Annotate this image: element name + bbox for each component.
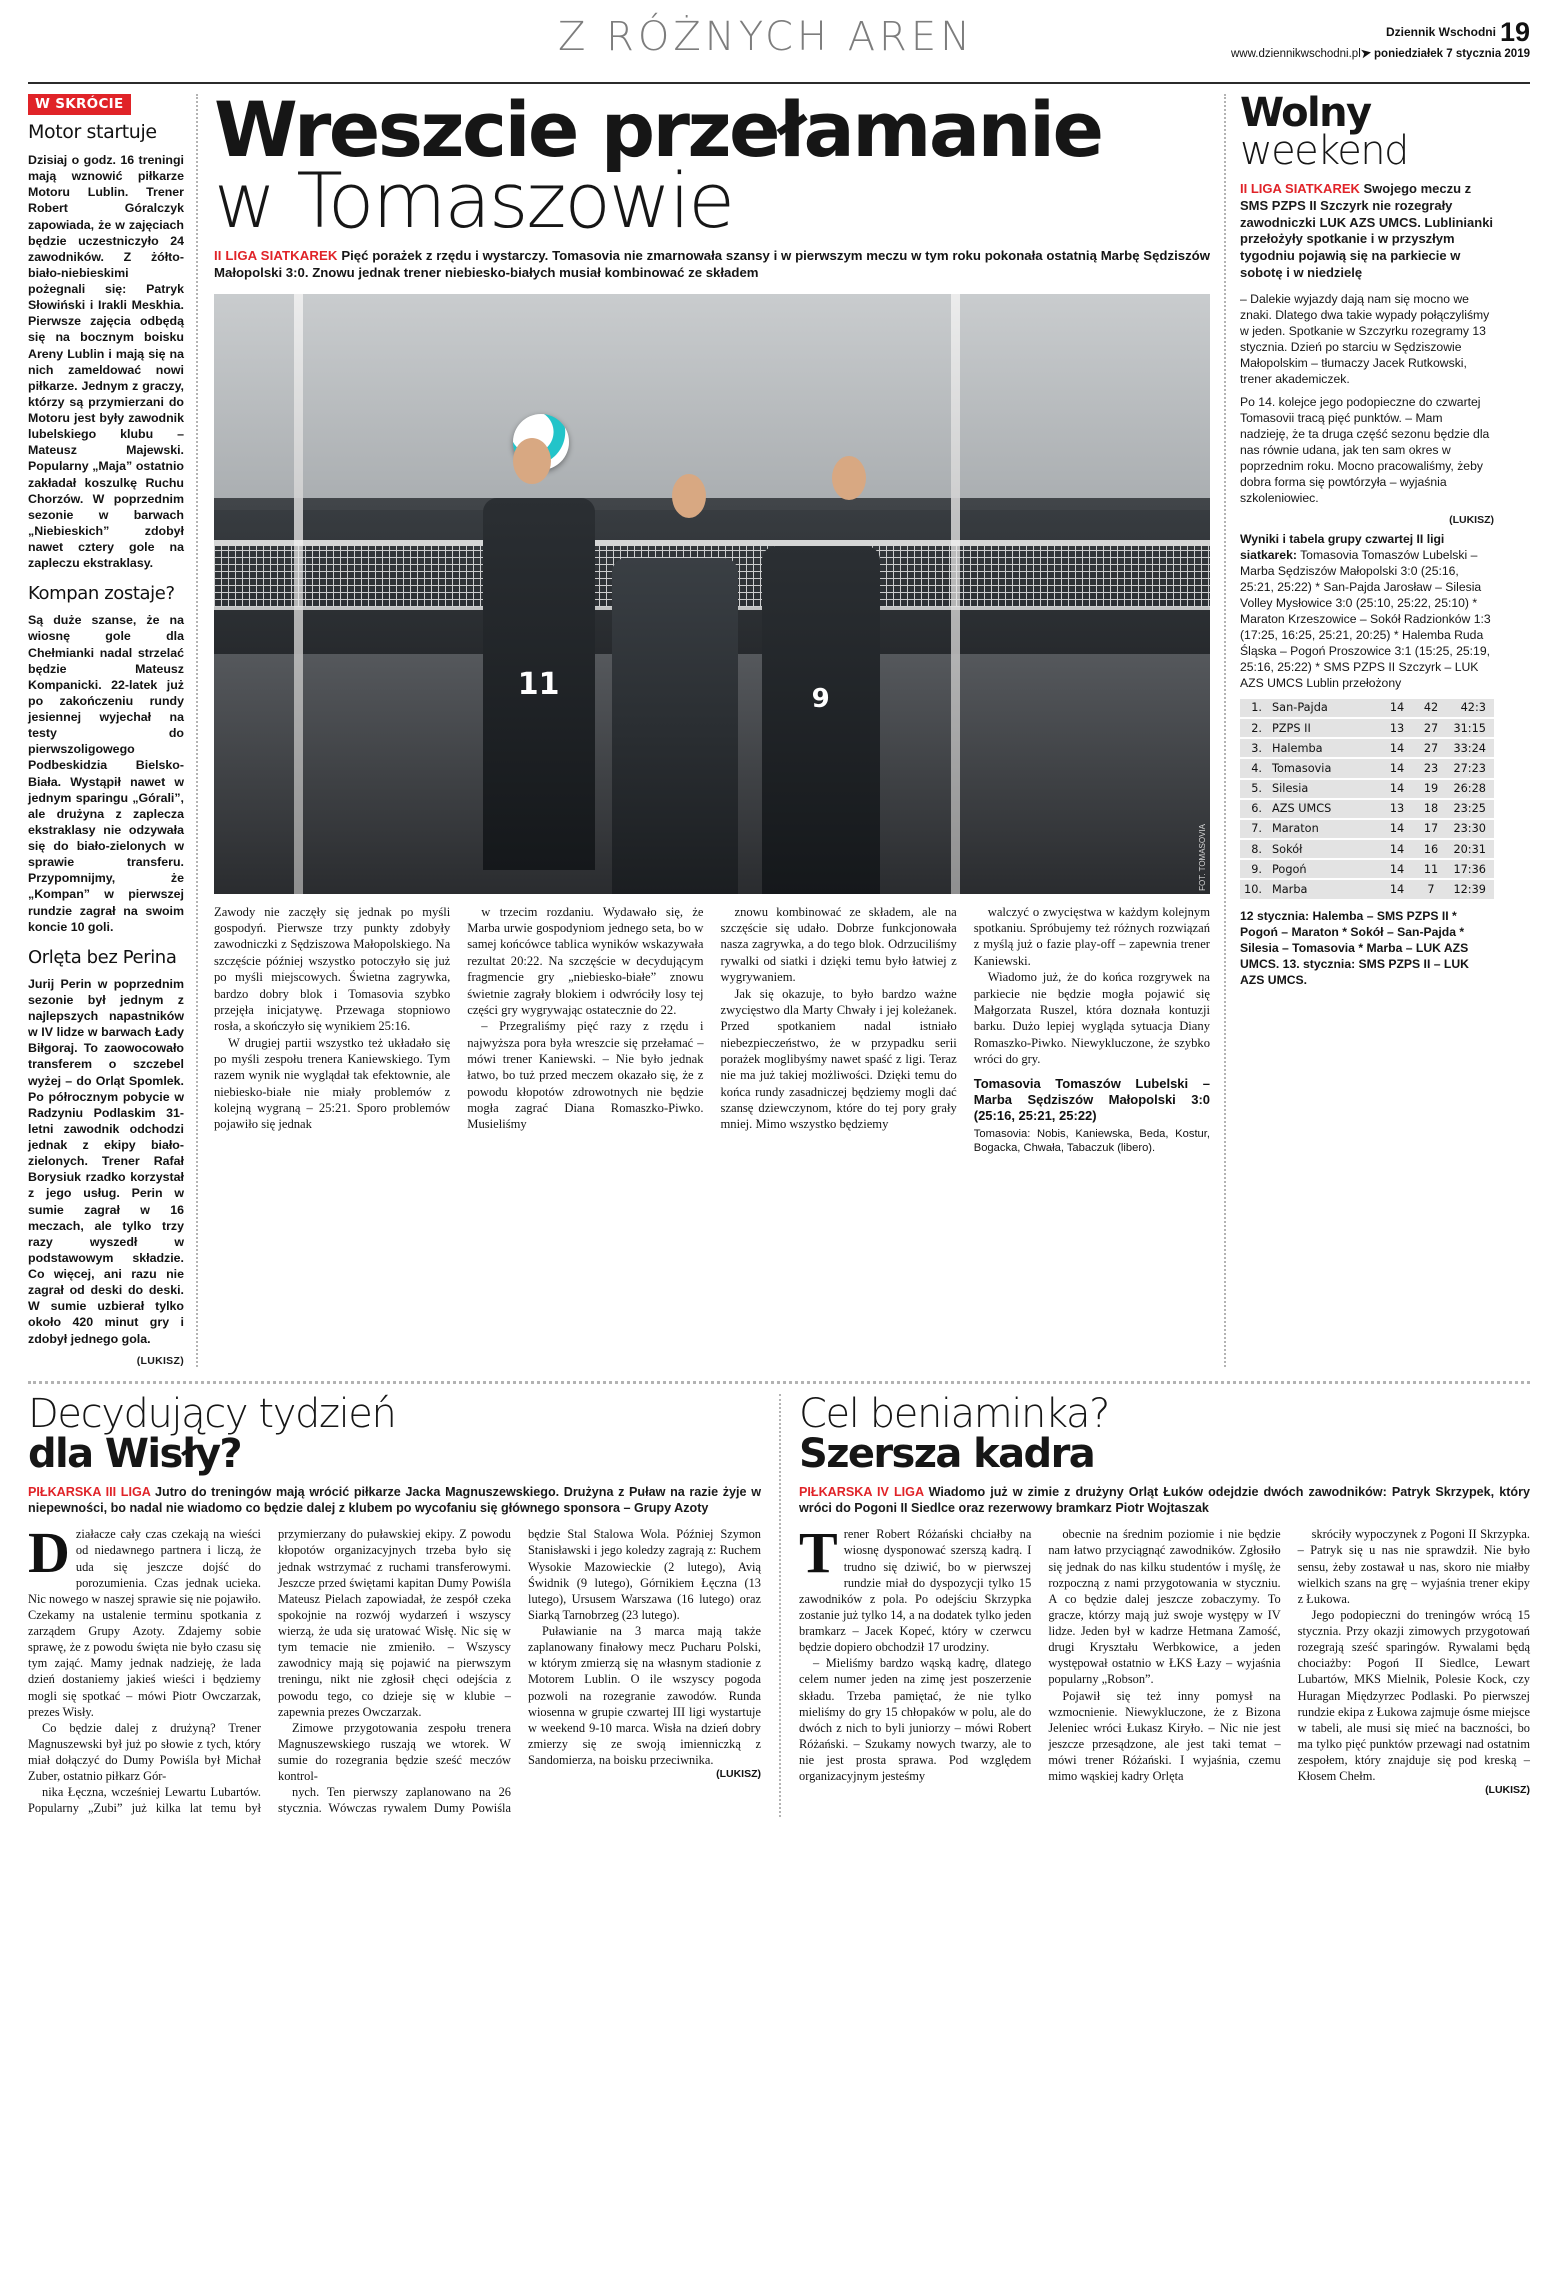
side-results-label: Wyniki i tabela grupy czwartej II ligi siatkarek:	[1240, 531, 1445, 562]
issue-date: poniedziałek 7 stycznia 2019	[1374, 48, 1530, 61]
fixtures-label-1: 12 stycznia:	[1240, 908, 1310, 923]
brief-title-0: Motor startuje	[28, 121, 157, 143]
row-points: 16	[1414, 839, 1448, 859]
row-sets: 23:30	[1448, 819, 1494, 839]
masthead-info	[1231, 18, 1530, 60]
standings-table	[1240, 699, 1494, 901]
row-sets: 33:24	[1448, 738, 1494, 758]
match-result-box	[974, 1076, 1210, 1155]
main-kicker: II LIGA SIATKAREK	[214, 247, 338, 263]
main-lead	[214, 247, 1210, 282]
row-rank: 9.	[1240, 859, 1266, 879]
bottom-right-headline	[799, 1390, 1530, 1477]
bottom-left-paragraph: nika Łęczna, wcześniej Lewartu Lubartów. Popularny „Zubi” już kilka lat temu był przymierzany do puławskiej ekipy. Z powodu kłopotów organizacyjnych trzeba było się jednak wstrzymać z ruchami transferowymi. Jeszcze przed świętami kapitan Dumy Powiśla Mateusz Pielach zapowiadał, że zespół czeka spokojnie na rozwój wydarzeń i wszyscy wierzą, że uda się uratować Wisłę. Nic się w tym temacie nie zmieniło. – Wszyscy zawodnicy mają się pojawić na pierwszym treningu, nikt nie zgłosił chęci odejścia z powodu tego, co dzieje się w klubie – zapewnia prezes Owczarzak.	[28, 1527, 511, 1816]
bottom-left-headline-line2: dla Wisły?	[28, 1430, 242, 1477]
table-row	[1240, 819, 1494, 839]
bottom-left-headline-line1: Decydujący tydzień	[28, 1390, 396, 1437]
table-row	[1240, 758, 1494, 778]
bottom-right-lead	[799, 1484, 1530, 1517]
photo-player-center	[612, 558, 738, 894]
row-points: 27	[1414, 718, 1448, 738]
paper-url[interactable]: www.dziennikwschodni.pl	[1231, 48, 1361, 61]
row-sets: 20:31	[1448, 839, 1494, 859]
photo-player-right	[762, 546, 880, 894]
photo-arm-a	[513, 438, 551, 484]
bottom-left-headline	[28, 1390, 761, 1477]
bottom-left-paragraph: Co będzie dalej z drużyną? Trener Magnuszewski był już po słowie z tych, który miał dołączyć do Dumy Powiśla był Michał Zuber, ostatnio piłkarz Gór-	[28, 1720, 261, 1784]
row-played: 14	[1380, 699, 1414, 718]
row-points: 18	[1414, 799, 1448, 819]
row-team: Silesia	[1266, 779, 1380, 799]
brief-text-2: Jurij Perin w poprzednim sezonie był jednym z najlepszych napastników w IV lidze w barwach Łady Biłgoraj. To zaowocowało transferem o szczebel wyżej – do Orląt Spomlek. Po półrocznym pobycie w Radzyniu Podlaskim 31-letni zawodnik odchodzi jednak z ekipy biało-zielonych. Trener Rafał Borysiuk rzadko korzystał z jego usług. Perin w sumie zagrał w 16 meczach, ale tylko trzy razy wyszedł w podstawowym składzie. Co więcej, ani razu nie zagrał od deski do deski. W sumie uzbierał tylko około 420 minut gry i zdobył jednego gola.	[28, 976, 184, 1346]
brief-column	[28, 94, 196, 1367]
side-headline-line1: Wolny	[1240, 90, 1371, 136]
row-sets: 27:23	[1448, 758, 1494, 778]
bottom-left-signature: (LUKISZ)	[716, 1768, 761, 1781]
row-played: 14	[1380, 738, 1414, 758]
row-points: 19	[1414, 779, 1448, 799]
cursor-icon: ➤	[1359, 45, 1372, 62]
row-rank: 6.	[1240, 799, 1266, 819]
row-played: 14	[1380, 758, 1414, 778]
brief-text-1: Są duże szanse, że na wiosnę gole dla Chełmianki nadal strzelać będzie Mateusz Kompanicki. 22-latek już po zakończeniu rundy jesiennej wyjechał na testy do pierwszoligowego Podbeskidzia Bielsko-Biała. Wystąpił nawet w jednym sparingu „Górali”, ale drużyna z zaplecza ekstraklasy nie odzywała się do biało-zielonych w sprawie transferu. Przypomnijmy, że „Kompan” w pierwszej rundzie zagrał na swoim koncie 10 goli.	[28, 613, 184, 934]
fixtures-text-1: Halemba – SMS PZPS II * Pogoń – Maraton * Sokół – San-Pajda * Silesia – Tomasovia * Marba – LUK AZS UMCS.	[1240, 908, 1469, 971]
photo-wall	[214, 294, 1210, 510]
table-row	[1240, 839, 1494, 859]
side-fixtures	[1240, 909, 1494, 989]
table-row	[1240, 718, 1494, 738]
side-headline-line2: weekend	[1240, 128, 1408, 175]
masthead	[28, 0, 1530, 78]
row-rank: 3.	[1240, 738, 1266, 758]
main-headline-line2: w Tomaszowie	[214, 156, 733, 246]
photo-credit: FOT. TOMASOVIA	[1198, 823, 1207, 891]
photo-arm-c	[832, 456, 866, 500]
side-article	[1226, 90, 1494, 1367]
bottom-right-headline-line2: Szersza kadra	[799, 1430, 1095, 1477]
bottom-right-lead-text: Wiadomo już w zimie z drużyny Orląt Łuków odejdzie dwóch zawodników: Patryk Skrzypek, który wróci do Pogoni II Siedlce oraz rezerwowy bramkarz Piotr Wojtaszak	[799, 1484, 1531, 1515]
row-played: 14	[1380, 859, 1414, 879]
bottom-right-article	[779, 1390, 1531, 1817]
bottom-right-signature: (LUKISZ)	[1485, 1784, 1530, 1797]
standings-body	[1240, 699, 1494, 900]
table-row	[1240, 699, 1494, 718]
masthead-rule	[28, 82, 1530, 84]
bottom-right-paragraph: Jego podopieczni do treningów wrócą 15 stycznia. Przy okazji zimowych przygotowań rozegrają sześć sparingów. Rywalami będą chociażby: Pogoń II Siedlce, Lewart Lubartów, MKS Mielnik, Polesie Kock, czy Huragan Międzyrzec Podlaski. Po pierwszej rundzie ekipa z Łukowa zajmuje ósme miejsce w tabeli, ale musi się mieć na baczności, bo ma tylko pięć punktów przewagi nad ostatnim zespołem, który znajduje się pod kreską – Kłosem Chełm.	[1297, 1607, 1530, 1784]
bottom-left-paragraph: nych. Ten pierwszy zaplanowano na 26 stycznia. Wówczas rywalem Dumy Powiśla będzie Stal Stalowa Wola. Później Szymon Stanisławski i jego koledzy zagrają z: Ruchem Wysokie Mazowieckie (2 lutego), Avią Świdnik (9 lutego), Górnikiem Łęczna (13 lutego), Ursusem Warszawa (16 lutego) oraz Siarką Tarnobrzeg (23 lutego).	[278, 1527, 761, 1816]
row-played: 14	[1380, 779, 1414, 799]
brief-title-1: Kompan zostaje?	[28, 583, 175, 605]
brief-signature: (LUKISZ)	[136, 1354, 184, 1367]
row-team: Halemba	[1266, 738, 1380, 758]
main-paragraph: Wiadomo już, że do końca rozgrywek na parkiecie nie będzie mogła pojawić się Małgorzata Ruszel, która doznała kontuzji barku. Dużo lepiej wygląda sytuacja Diany Romaszko-Piwko. Niewykluczone, że szybko wróci do gry.	[973, 970, 1210, 1066]
main-lead-text: Pięć porażek z rzędu i wystarczy. Tomasovia nie zmarnowała szansy i w pierwszym meczu w tym roku pokonała ostatnią Marbę Sędziszów Małopolski 3:0. Znowu jednak trener niebiesko-białych musiał kombinować ze składem	[214, 247, 1210, 281]
row-rank: 10.	[1240, 879, 1266, 899]
match-lineup: Tomasovia: Nobis, Kaniewska, Beda, Kostur, Bogacka, Chwała, Tabaczuk (libero).	[973, 1127, 1210, 1154]
main-paragraph: w trzecim rozdaniu. Wydawało się, że Marba urwie gospodyniom jednego seta, bo w samej końcówce tablica wyników wskazywała rezultat 20:22. Na szczęście w decydującym fragmencie gry „niebiesko-białe” znowu świetnie zagrały blokiem i odwróciły losy tej części gry wygrywając ostatecznie do 22.	[467, 904, 704, 1017]
row-team: Pogoń	[1266, 859, 1380, 879]
row-sets: 42:3	[1448, 699, 1494, 718]
fixtures-label-2: 13. stycznia:	[1282, 956, 1356, 971]
row-team: Maraton	[1266, 819, 1380, 839]
row-points: 23	[1414, 758, 1448, 778]
main-paragraph: walczyć o zwycięstwa w każdym kolejnym spotkaniu. Spróbujemy też różnych rozwiązań z myślą już o fazie play-off – zapewnia trener Kaniewski.	[973, 904, 1210, 968]
bottom-right-paragraph: – Mieliśmy bardzo wąską kadrę, dlatego celem numer jeden na zimę jest poszerzenie składu. Trzeba pamiętać, że nie tylko mieliśmy do gry 15 chłopaków w polu, ale do dwóch z nich to byli juniorzy – mówi Robert Różański. – Szukamy nowych twarzy, ale to nie jest prosta sprawa. Pod względem organizacyjnym jesteśmy	[799, 1656, 1032, 1784]
bottom-left-body	[28, 1520, 761, 1816]
row-team: Tomasovia	[1266, 758, 1380, 778]
row-played: 13	[1380, 799, 1414, 819]
bottom-right-headline-line1: Cel beniaminka?	[799, 1390, 1109, 1437]
main-paragraph: Jak się okazuje, to było bardzo ważne zwycięstwo dla Marty Chwały i jej koleżanek. Przed spotkaniem nadal istniało niebezpieczeństwo, że w przypadku serii porażek moglibyśmy nawet spaść z ligi. Teraz nie ma już takiej możliwości. Dzięki temu do końca rundy zasadniczej będziemy mogli dać szansę dziewczynom, które do tej pory grały mniej. Mimo wszystko będziemy	[720, 986, 957, 1132]
row-team: San-Pajda	[1266, 699, 1380, 718]
row-rank: 4.	[1240, 758, 1266, 778]
main-paragraph: – Przegraliśmy pięć razy z rzędu i najwyższa pora była wreszcie się przełamać – mówi trener Kaniewski. – Nie było jednak łatwo, bo tuż przed meczem okazało się, że z powodu kłopotów zdrowotnych nie będzie mogła zagrać Diana Romaszko-Piwko. Musieliśmy	[467, 1019, 704, 1132]
bottom-separator	[28, 1381, 1530, 1384]
bottom-left-paragraph: Zimowe przygotowania zespołu trenera Magnuszewskiego ruszają we wtorek. W sumie do rozegrania będzie sześć meczów kontrol-	[278, 1720, 511, 1784]
bottom-right-kicker: PIŁKARSKA IV LIGA	[799, 1484, 924, 1499]
row-rank: 1.	[1240, 699, 1266, 718]
row-played: 14	[1380, 879, 1414, 899]
brief-text-0: Dzisiaj o godz. 16 treningi mają wznowić piłkarze Motoru Lublin. Trener Robert Góralczyk zapowiada, że w zajęciach będzie uczestniczyło 24 zawodników. Z żółto-biało-niebieskimi pożegnali się: Patryk Słowiński i Irakli Meskhia. Pierwsze zajęcia odbędą się na bocznym boisku Areny Lublin i mają się na nich zameldować nowi piłkarze. Jednym z graczy, którzy są przymierzani do Motoru jest były zawodnik lubelskiego klubu – Mateusz Majewski. Popularny „Maja” ostatnio zakładał koszulkę Ruchu Chorzów. W poprzednim sezonie w barwach „Niebieskich” zdobył nawet cztery gole na zapleczu ekstraklasy.	[28, 153, 184, 571]
photo-jersey-number-9: 9	[811, 683, 830, 714]
row-team: PZPS II	[1266, 718, 1380, 738]
bottom-left-kicker: PIŁKARSKA III LIGA	[28, 1484, 151, 1499]
row-rank: 2.	[1240, 718, 1266, 738]
side-paragraph: – Dalekie wyjazdy dają nam się mocno we znaki. Dlatego dwa takie wypady połączyliśmy w jeden. Spotkanie w Szczyrku rozegramy 13 stycznia. Dzień po starciu w Sędziszowie Małopolskim – tłumaczy Jacek Rutkowski, trener akademiczek.	[1240, 292, 1490, 387]
page-number: 19	[1499, 17, 1530, 47]
masthead-date-line	[1231, 47, 1530, 60]
table-row	[1240, 879, 1494, 899]
bottom-left-lead-text: Jutro do treningów mają wrócić piłkarze Jacka Magnuszewskiego. Drużyna z Puław na razie żyje w niepewności, bo nadal nie wiadomo co będzie dalej z klubem po wycofaniu się głównego sponsora – Grupy Azoty	[28, 1484, 761, 1515]
side-signature: (LUKISZ)	[1449, 513, 1494, 526]
paper-name: Dziennik Wschodni	[1385, 25, 1496, 39]
section-title: Z RÓŻNYCH AREN	[558, 14, 975, 60]
side-kicker: II LIGA SIATKAREK	[1240, 180, 1360, 196]
main-photo	[214, 294, 1210, 894]
match-result-title: Tomasovia Tomaszów Lubelski – Marba Sędziszów Małopolski 3:0 (25:16, 25:21, 25:22)	[973, 1076, 1210, 1124]
row-rank: 5.	[1240, 779, 1266, 799]
photo-jersey-number-11: 11	[517, 666, 560, 702]
table-row	[1240, 779, 1494, 799]
bottom-left-lead	[28, 1484, 761, 1517]
main-paragraph: Zawody nie zaczęły się jednak po myśli gospodyń. Pierwsze trzy punkty zdobyły zawodniczki z Sędziszowa Małopolskiego. Na szczęście później wszystko potoczyło się już po myśli miejscowych. Świetna zagrywka, bardzo dobry blok i Tomasovia szybko przejęła inicjatywę. Przewaga stopniowo rosła, a skończyło się wynikiem 25:16.	[214, 904, 451, 1034]
brief-badge: W SKRÓCIE	[28, 94, 131, 115]
row-team: Marba	[1266, 879, 1380, 899]
side-lead	[1240, 181, 1494, 282]
fixtures-text-2: SMS PZPS II – LUK AZS UMCS.	[1240, 956, 1469, 987]
table-row	[1240, 738, 1494, 758]
bottom-right-paragraph: obecnie na średnim poziomie i nie będzie nam łatwo przyciągnąć zawodników. Zgłosiło się jednak do nas kilku studentów i myślę, że rozpoczną z nami przygotowania w styczniu. A co będzie dalej jeszcze zobaczymy. To gracze, którzy mają już swoje występy w IV lidze. Jeden był w kadrze Hetmana Zamość, drugi Kryształu Werbkowice, a jeden występował ostatnio w ŁKS Łazy – wyjaśnia popularny „Robson”.	[1048, 1527, 1281, 1687]
row-team: Sokół	[1266, 839, 1380, 859]
top-section	[28, 85, 1530, 1367]
table-row	[1240, 859, 1494, 879]
masthead-paper-line	[1231, 18, 1530, 46]
main-paragraph: znowu kombinować ze składem, ale na szczęście się udało. Dobrze funkcjonowała nasza zagrywka, a do tego blok. Odrzuciliśmy rywalki od siatki i dzięki temu było łatwiej z wygrywaniem.	[720, 904, 957, 985]
row-rank: 7.	[1240, 819, 1266, 839]
bottom-right-paragraph: Pojawił się też inny pomysł na wzmocnienie. Niewykluczone, że z Bizona Jeleniec wróci Łukasz Kiryło. – Nic nie jest jeszcze przesądzone, ale jest taki temat – mówi trener Różański. I wyjaśnia, czemu mimo wąskiej kadry Orlęta	[1048, 1688, 1281, 1784]
row-played: 14	[1380, 839, 1414, 859]
side-lead-text: Swojego meczu z SMS PZPS II Szczyrk nie rozegrały zawodniczki LUK AZS UMCS. Lublinianki przełożyły spotkanie i w przyszłym tygodniu pojawią się na parkiecie w sobotę i w niedzielę	[1240, 180, 1494, 281]
bottom-left-article	[28, 1390, 779, 1817]
row-sets: 23:25	[1448, 799, 1494, 819]
main-headline	[214, 85, 1210, 246]
row-played: 14	[1380, 819, 1414, 839]
row-sets: 26:28	[1448, 779, 1494, 799]
row-sets: 31:15	[1448, 718, 1494, 738]
photo-arm-b	[672, 474, 706, 518]
side-results-text: Tomasovia Tomaszów Lubelski – Marba Sędziszów Małopolski 3:0 (25:16, 25:21, 25:22) * San-Pajda Jarosław – Silesia Volley Mysłowice 3:0 (25:10, 25:22, 25:10) * Maraton Krzeszowice – Sokół Radzionków 1:3 (17:25, 16:25, 25:21, 20:25) * Halemba Ruda Śląska – Pogoń Proszowice 3:1 (15:25, 25:19, 25:16, 25:22) * SMS PZPS II Szczyrk – LUK AZS UMCS Lublin przełożony	[1240, 547, 1491, 690]
row-sets: 17:36	[1448, 859, 1494, 879]
brief-title-2: Orlęta bez Perina	[28, 946, 177, 968]
main-body	[214, 904, 1210, 1155]
bottom-section	[28, 1390, 1531, 1817]
row-sets: 12:39	[1448, 879, 1494, 899]
bottom-right-paragraph: skróciły wypoczynek z Pogoni II Skrzypka. – Patryk się u nas nie sprawdził. Nie było sensu, żeby zostawał u nas, skoro nie miałby wielkich szans na grę – wyjaśnia trener ekipy z Łukowa.	[1297, 1527, 1530, 1606]
side-paragraph: Po 14. kolejce jego podopieczne do czwartej Tomasovii tracą pięć punktów. – Mam nadzieję, że ta druga część sezonu będzie dla nas równie udana, jak ten sam okres w poprzednim roku. Mocno pracowaliśmy, żeby dobra forma się powtórzyła – wyjaśnia szkoleniowiec.	[1240, 395, 1490, 505]
main-headline-line1: Wreszcie przełamanie	[214, 85, 1102, 174]
row-points: 42	[1414, 699, 1448, 718]
bottom-right-body	[799, 1520, 1530, 1798]
side-results-block	[1240, 532, 1494, 692]
main-paragraph: W drugiej partii wszystko też układało się po myśli zespołu trenera Kaniewskiego. Tym razem wynik nie wyglądał tak efektownie, ale niebiesko-białe nie miały problemów z kolejną wygraną – 25:21. Sporo problemów pojawiło się jednak	[214, 1035, 451, 1132]
bottom-left-paragraph: Działacze cały czas czekają na wieści od niedawnego partnera i liczą, że uda się jeszcze dojść do porozumienia. Czas jednak ucieka. Nic nowego w naszej sprawie się nie pojawiło. Czekamy na ustalenie terminu spotkania z zarządem Grupy Azoty. Zdajemy sobie sprawę, że z powodu święta nie było czasu się tym zająć. Mamy jednak nadzieję, że lada dzień dostaniemy jakieś wieści i będziemy mogli się spotkać – mówi Piotr Owczarzak, prezes Wisły.	[28, 1520, 261, 1719]
bottom-right-paragraph: Trener Robert Różański chciałby na wiosnę dysponować szerszą kadrą. I trudno się dziwić, bo w pierwszej rundzie miał do dyspozycji tylko 15 zawodników z pola. Po odejściu Skrzypka zostanie już tylko 14, a na dodatek tylko jeden bramkarz – Jacek Kopeć, który w czerwcu będzie dopiero obchodził 17 urodziny.	[799, 1520, 1032, 1655]
row-points: 7	[1414, 879, 1448, 899]
row-rank: 8.	[1240, 839, 1266, 859]
table-row	[1240, 799, 1494, 819]
row-team: AZS UMCS	[1266, 799, 1380, 819]
row-points: 27	[1414, 738, 1448, 758]
main-article	[196, 85, 1226, 1367]
bottom-left-paragraph: Puławianie na 3 marca mają także zaplanowany finałowy mecz Pucharu Polski, w którym zmierzą się na własnym stadionie z Motorem Lublin. O ile wszyscy pogoda pozwoli na rozegranie zawodów. Runda wiosenna w grupie czwartej III ligi wystartuje w weekend 9-10 marca. Wisła na dzień dobry zmierzy się ze swoją imienniczką z Sandomierza, na boisku przeciwnika.	[528, 1624, 761, 1768]
row-played: 13	[1380, 718, 1414, 738]
side-headline	[1240, 90, 1494, 175]
row-points: 11	[1414, 859, 1448, 879]
row-points: 17	[1414, 819, 1448, 839]
